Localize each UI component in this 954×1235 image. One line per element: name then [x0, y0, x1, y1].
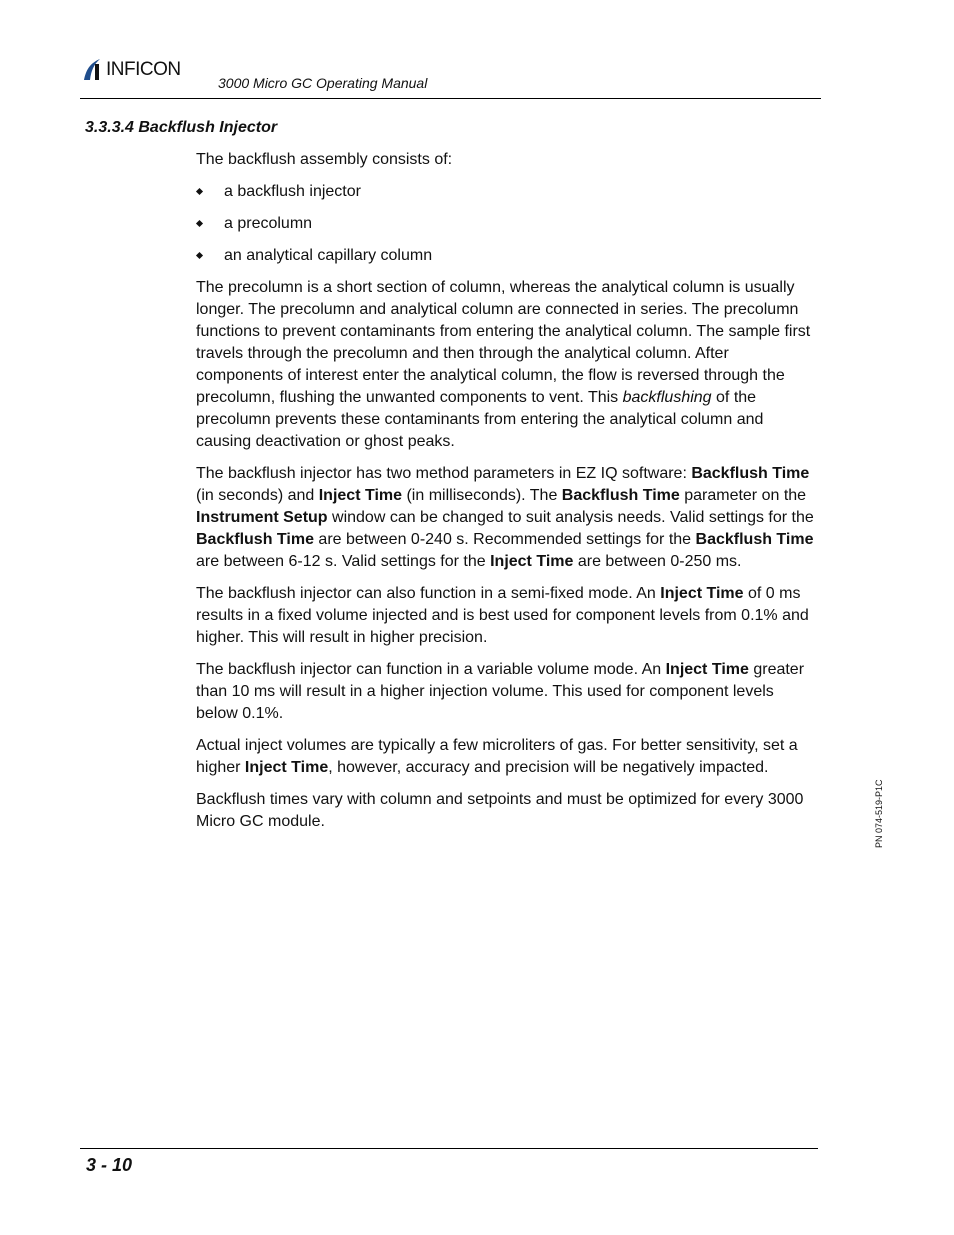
header-rule [80, 98, 821, 99]
inficon-logo-icon [82, 58, 104, 82]
backflush-times-paragraph: Backflush times vary with column and setpoints and must be optimized for every 3000 Micro GC module. [196, 791, 804, 830]
list-item: a backflush injector [196, 181, 816, 203]
variable-volume-paragraph: The backflush injector can function in a variable volume mode. An Inject Time greater than 10 ms will result in a higher injection volume. This used for component levels below 0.1%. [196, 661, 805, 722]
semi-fixed-mode-paragraph: The backflush injector can also function in a semi-fixed mode. An Inject Time of 0 ms results in a fixed volume injected and is best used for component levels from 0.1% and higher. This will result in higher precision. [196, 585, 809, 646]
part-number: PN 074-519-P1C [874, 779, 884, 848]
bullet-icon [196, 188, 203, 195]
list-item: a precolumn [196, 213, 816, 235]
page-number: 3 - 10 [86, 1155, 133, 1175]
manual-title: 3000 Micro GC Operating Manual [218, 75, 428, 91]
precolumn-paragraph: The precolumn is a short section of column, whereas the analytical column is usually longer. The precolumn and analytical column are connected in series. The precolumn functions to prevent contaminants from entering the analytical column. The sample first travels through the precolumn and then through the analytical column. After components of interest enter the analytical column, the flow is reversed through the precolumn, flushing the unwanted components to vent. This backflushing of the precolumn prevents these contaminants from entering the analytical column and causing deactivation or ghost peaks. [196, 279, 811, 450]
body-text [196, 149, 816, 843]
section-heading: 3.3.3.4 Backflush Injector [85, 119, 278, 136]
inficon-logo [82, 58, 181, 82]
bullet-icon [196, 220, 203, 227]
list-item: an analytical capillary column [196, 245, 816, 267]
footer-rule [80, 1148, 818, 1149]
intro-paragraph: The backflush assembly consists of: [196, 151, 453, 168]
method-parameters-paragraph: The backflush injector has two method parameters in EZ IQ software: Backflush Time (in seconds) and Inject Time (in milliseconds). The Backflush Time parameter on the Instrument Setup window can be changed to suit analysis needs. Valid settings for the Backflush Time are between 0-240 s. Recommended settings for the Backflush Time are between 6-12 s. Valid settings for the Inject Time are between 0-250 ms. [196, 465, 814, 570]
inject-volume-paragraph: Actual inject volumes are typically a few microliters of gas. For better sensitivity, set a higher Inject Time, however, accuracy and precision will be negatively impacted. [196, 737, 798, 776]
component-list [196, 181, 816, 267]
logo-text: INFICON [106, 59, 181, 80]
bullet-icon [196, 252, 203, 259]
